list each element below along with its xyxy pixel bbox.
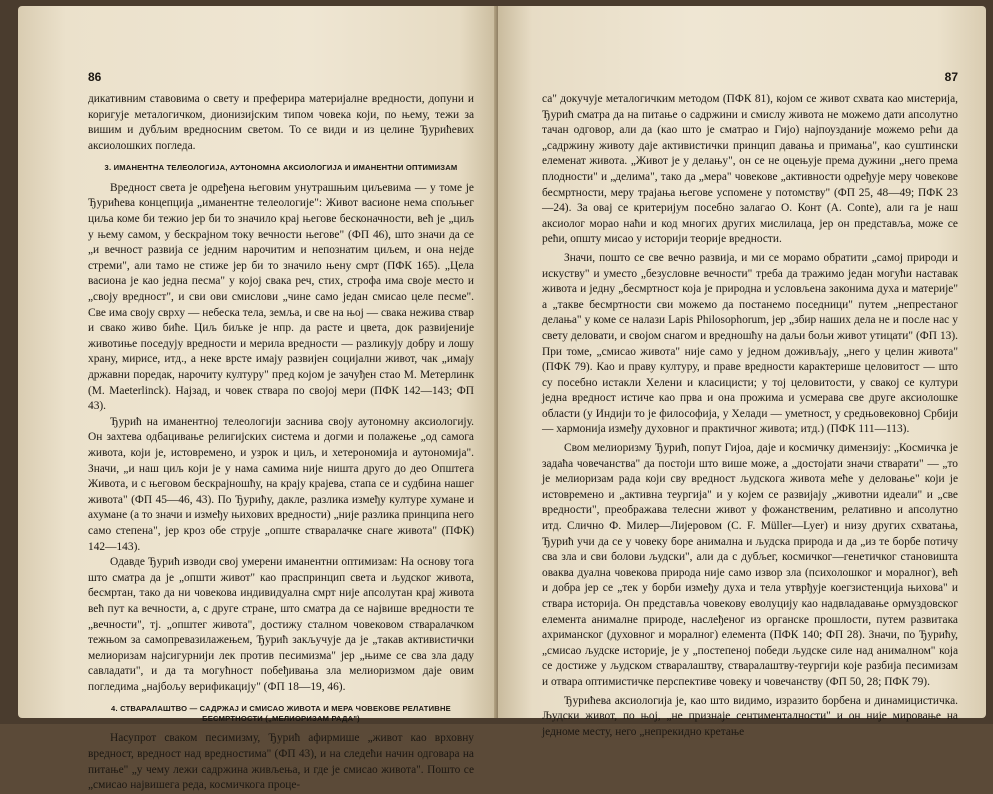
paragraph: Одавде Ђурић изводи свој умерени иманентни оптимизам: На основу тога што сматра да је „општи живот" као праспринцип света и људског живота, бесмртан, тако да ни човекова индивидуална смрт није апсолутан крај живота већ пут ка вечности, а, с друге стране, што сматра да се највише вредности те „вечности", тј. „општег живота", достижу сталном човековом стваралачком тежњом за самопревазилажењем, Ђурић закључује да је „такав активистички мелиоризам најсигурнији лек против песимизма" јер „њиме се сва зла даду савладати", и да та могућност побеђивања зла мелиоризмом даје овим погледима „најбољу верификацију" (ФП 18—19, 46). (88, 556, 474, 693)
paragraph: Ђурићева аксиологија је, као што видимо, изразито борбена и динамицистичка. Људски живот, по њој, „не признаје сентименталности" и он није мировање на једноме месту, него „непрекидно кретање (542, 694, 958, 738)
left-page-text (88, 92, 474, 794)
page-number-left: 86 (88, 70, 102, 84)
page-number-right: 87 (944, 70, 958, 84)
section-heading: 3. ИМАНЕНТНА ТЕЛЕОЛОГИЈА, АУТОНОМНА АКСИОЛОГИЈА И ИМАНЕНТНИ ОПТИМИЗАМ (104, 163, 458, 173)
paragraph: Вредност света је одређена његовим унутрашњим циљевима — у томе је Ђурићева концепција „иманентне телеологије": Живот васионе нема спољњег циља коме би тежио јер би то значило крај његове бесконачности, већ је „циљ у њему самом, у бескрајном току вечности његове" (ФП 46), што значи да се „и вечност развија се једним нарочитим и непознатим циљем, и она нејде стреми", али тамо не стиже јер би то значило њену смрт (ПФК 165). „Цела васиона је као једна песма" у којој свака реч, стих, строфа има своје место и „своју вредност", и сви ови смислови „чине само један смисао целе песме". Све има своју сврху — небеска тела, земља, и све на њој — свака нежива ствар и свако живо биће. Циљ биљке је нпр. да расте и цвета, док развијеније животиње поседују вредности и мерила вредности — разликују добру и лошу храну, мирисе, итд., а неке врсте имају развијен социјални живот, чак „имају државни поредак, нарочиту културу" пред којом је зачуђен стао М. Метерлинк (M. Maeterlinck). Најзад, и човек ствара по својој мери (ПФК 142—143; ФП 43). (88, 181, 474, 413)
paragraph: Ђурић на иманентној телеологији заснива своју аутономну аксиологију. Он захтева одбацивање религијских система и догми и полажење „од самога живота, који је, истовремено, и узрок и циљ, и хетерономија и аутономија". Значи, „и наш циљ који је у нама самима није ништа друго до део Општега Живота, и с његовом бескрајношћу, на крају крајева, стапа се и судбина нашег живота" (ФП 45—46, 43). По Ђурићу, дакле, разлика између културе хумане и ахумане (а то значи и између њихових вредности) „није разлика принципа него само степена", јер кроз обе струје „опште стваралачке снаге живота" (ПФК) 142—143). (88, 415, 474, 553)
right-page-text (542, 92, 958, 740)
paragraph: дикативним ставовима о свету и преферира материјалне вредности, допуни и коригује металогичком, дионизијским типом човека који, по њему, тежи за вишим и дубљим вредносним светом. То се види и из целине Ђурићевих аксиолошких погледа. (88, 93, 474, 152)
paragraph: са" докучује металогичким методом (ПФК 81), којом се живот схвата као мистерија, Ђурић сматра да на питање о садржини и смислу живота не можемо дати апсолутно тачан одговор, али да (као што је сматрао и Гијо) најпоузданије можемо рећи да „садржину животу даје активистички принцип давања и примања", као суштински елеменат живота. „Живот је у делању", он се не оцењује према дужини „него према плодности" и „делима", тако да „мера" човекове „активности одређује меру човекове бесмртности, меру трајања његове успомене у потомству" (ФП 25, 48—49; ПФК 23—24). За овај се критеријум посебно залагао О. Конт (A. Conte), али га је наш аксиолог морао наћи и код многих других мислилаца, јер он представља, може се рећи, општу мисао у историји теорије вредности. (542, 93, 958, 246)
left-page (18, 6, 498, 792)
section-heading: 4. СТВАРАЛАШТВО — САДРЖАЈ И СМИСАО ЖИВОТА И МЕРА ЧОВЕКОВЕ РЕЛАТИВНЕ БЕСМРТНОСТИ („МЕЛИОРИЗАМ РАДА") (111, 704, 451, 723)
paragraph: Свом мелиоризму Ђурић, попут Гијоа, даје и космичку димензију: „Космичка је задаћа човечанства" да постоји што више може, а „достојати значи стварати" — „то је мелиоризам рада који сву вредност људскога живота меће у деловање" који је истовремено и „активна теургија" и у којем се развијају „животни идеали" и „све вредности", преображава телесни живот у фожанственим, релативно и апсолутно итд. Слично Ф. Милер—Лијеровом (C. F. Müller—Lyer) и низу других схватања, Ђурић учи да се у човеку боре анимална и људска природа и да „из те борбе потичу сва зла и сви болови људски", али да с дубљег, космичког—генетичког становишта оваква дуална човекова природа није само извор зла (психолошког и моралног), већ и добра јер се „тек у борби између духа и тела утврђује коегзистенција њихова" и ствара историја. Он представља човекову еволуцију као надвладавање ормуздовског елемента анималне природе, наслеђеног из органске прошлости, путем развитака ахриманског (духовног и моралног) елемента (ПФК 140; ФП 28). Значи, по Ђурићу, „смисао људске историје, је у „постепеној победи људске силе над анималном" која се достиже у људском стваралаштву, стваралаштву-теургији које разбија песимизам и отвара оптимистичке перспективе човеку и човечанству (ФП 50, 28; ПФК 79). (542, 442, 958, 688)
right-page (498, 6, 986, 738)
paragraph: Значи, пошто се све вечно развија, и ми се морамо обратити „самој природи и искуству" и уместо „безусловне вечности" треба да тражимо један могући наставак живота и једну „бесмртност која је природна и условљена законима духа и материје" а „такве бесмртности сви можемо да постанемо поседници" путем „непрестаног делања" у коме се налази Lapis Philosophorum, јер „збир наших дела не и после нас у свету деловати, и својом снагом и вредношћу на даљи бољи живот утицати" (ФП 13). При томе, „смисао живота" није само у једном доживљају, „него у целин живота" (ПФК 79). Као и праву културу, и праве вредности карактерише целовитост — што су посебно истакли Хелени и класицисти; у тој целовитости, у свакој се култури једна вредност истиче као прва и она прожима и усмерава све друге аксиолошке области (у Индији то је философија, у Хелади — уметност, у средњовековној Србији — хармонија између духовног и практичног живота; итд.) (ПФК 111—113). (542, 251, 958, 436)
paragraph: Насупрот сваком песимизму, Ђурић афирмише „живот као врховну вредност, вредност над вредностима" (ФП 43), и на следећи начин одговара на питање" „у чему лежи садржина живљења, и где је смисао живота". Пошто се „смисао највишега реда, космичкога проце- (88, 732, 474, 792)
